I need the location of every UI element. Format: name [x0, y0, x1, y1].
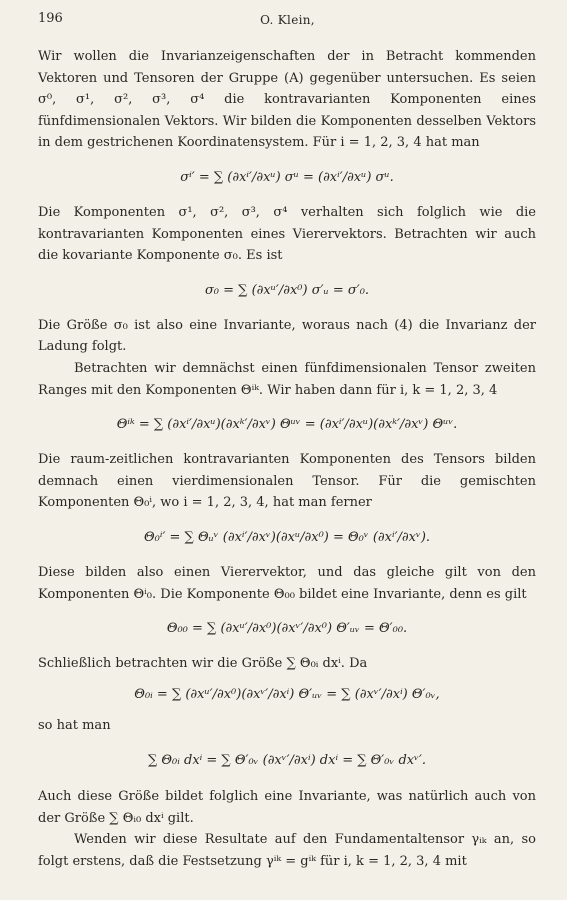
equation: ∑ Θ₀ᵢ dxⁱ = ∑ Θ′₀ᵥ (∂xᵛ′/∂xⁱ) dxⁱ = ∑ Θ′₀ᵥ dxᵛ′. [147, 753, 427, 769]
equation: σ₀ = ∑ (∂xᵘ′/∂x⁰) σ′ᵤ = σ′₀. [204, 282, 370, 298]
page-header [38, 11, 537, 31]
paragraph: Diese bilden also einen Vierervektor, und das gleiche gilt von den Komponenten Θⁱ₀. Die Komponente Θ₀₀ bildet eine Invariante, denn es gilt [38, 564, 536, 602]
paragraph: Die Größe σ₀ ist also eine Invariante, woraus nach (4) die Invarianz der Ladung folgt. [38, 317, 536, 355]
paragraph: Wir wollen die Invarianzeigenschaften der in Betracht kommenden Vektoren und Tensoren der Gruppe (A) gegenüber untersuchen. Es seien σ⁰, σ¹, σ², σ³, σ⁴ die kontravarianten Komponenten eines fünfdimensionalen Vektors. Wir bilden die Komponenten desselben Vektors in dem gestrichenen Koordinatensystem. Für i = 1, 2, 3, 4 hat man [38, 49, 536, 151]
paragraph: Auch diese Größe bildet folglich eine Invariante, was natürlich auch von der Größe ∑ Θᵢ₀ dxⁱ gilt. [38, 789, 536, 826]
paragraph: Schließlich betrachten wir die Größe ∑ Θ₀ᵢ dxⁱ. Da [38, 656, 368, 672]
paragraph: Betrachten wir demnächst einen fünfdimensionalen Tensor zweiten Ranges mit den Komponenten Θⁱᵏ. Wir haben dann für i, k = 1, 2, 3, 4 [38, 360, 536, 398]
equation: Θ₀ⁱ′ = ∑ Θᵤᵛ (∂xⁱ′/∂xᵛ)(∂xᵘ/∂x⁰) = Θ₀ᵛ (∂xⁱ′/∂xᵛ). [143, 529, 431, 545]
page-body [38, 46, 536, 873]
equation: Θ₀₀ = ∑ (∂xᵘ′/∂x⁰)(∂xᵛ′/∂x⁰) Θ′ᵤᵥ = Θ′₀₀. [166, 621, 408, 637]
paragraph: Die Komponenten σ¹, σ², σ³, σ⁴ verhalten sich folglich wie die kontravarianten Komponenten eines Vierervektors. Betrachten wir auch die kovariante Komponente σ₀. Es ist [38, 204, 536, 264]
equation: Θ₀ᵢ = ∑ (∂xᵘ′/∂x⁰)(∂xᵛ′/∂xⁱ) Θ′ᵤᵥ = ∑ (∂xᵛ′/∂xⁱ) Θ′₀ᵥ, [134, 686, 440, 702]
equation: Θⁱᵏ = ∑ (∂xⁱ′/∂xᵘ)(∂xᵏ′/∂xᵛ) Θᵘᵛ = (∂xⁱ′/∂xᵘ)(∂xᵏ′/∂xᵛ) Θᵘᵛ. [116, 417, 458, 433]
paragraph: Wenden wir diese Resultate auf den Fundamentaltensor γᵢₖ an, so folgt erstens, daß die Festsetzung γⁱᵏ = gⁱᵏ für i, k = 1, 2, 3, 4 mit [38, 832, 536, 870]
running-head: O. Klein, [260, 13, 315, 27]
equation: σⁱ′ = ∑ (∂xⁱ′/∂xᵘ) σᵘ = (∂xⁱ′/∂xᵘ) σᵘ. [180, 169, 394, 185]
paragraph: Die raum-zeitlichen kontravarianten Komponenten des Tensors bilden demnach einen vierdimensionalen Tensor. Für die gemischten Komponenten Θ₀ⁱ, wo i = 1, 2, 3, 4, hat man ferner [38, 452, 536, 511]
page-number: 196 [38, 11, 63, 26]
paragraph: so hat man [38, 717, 111, 733]
